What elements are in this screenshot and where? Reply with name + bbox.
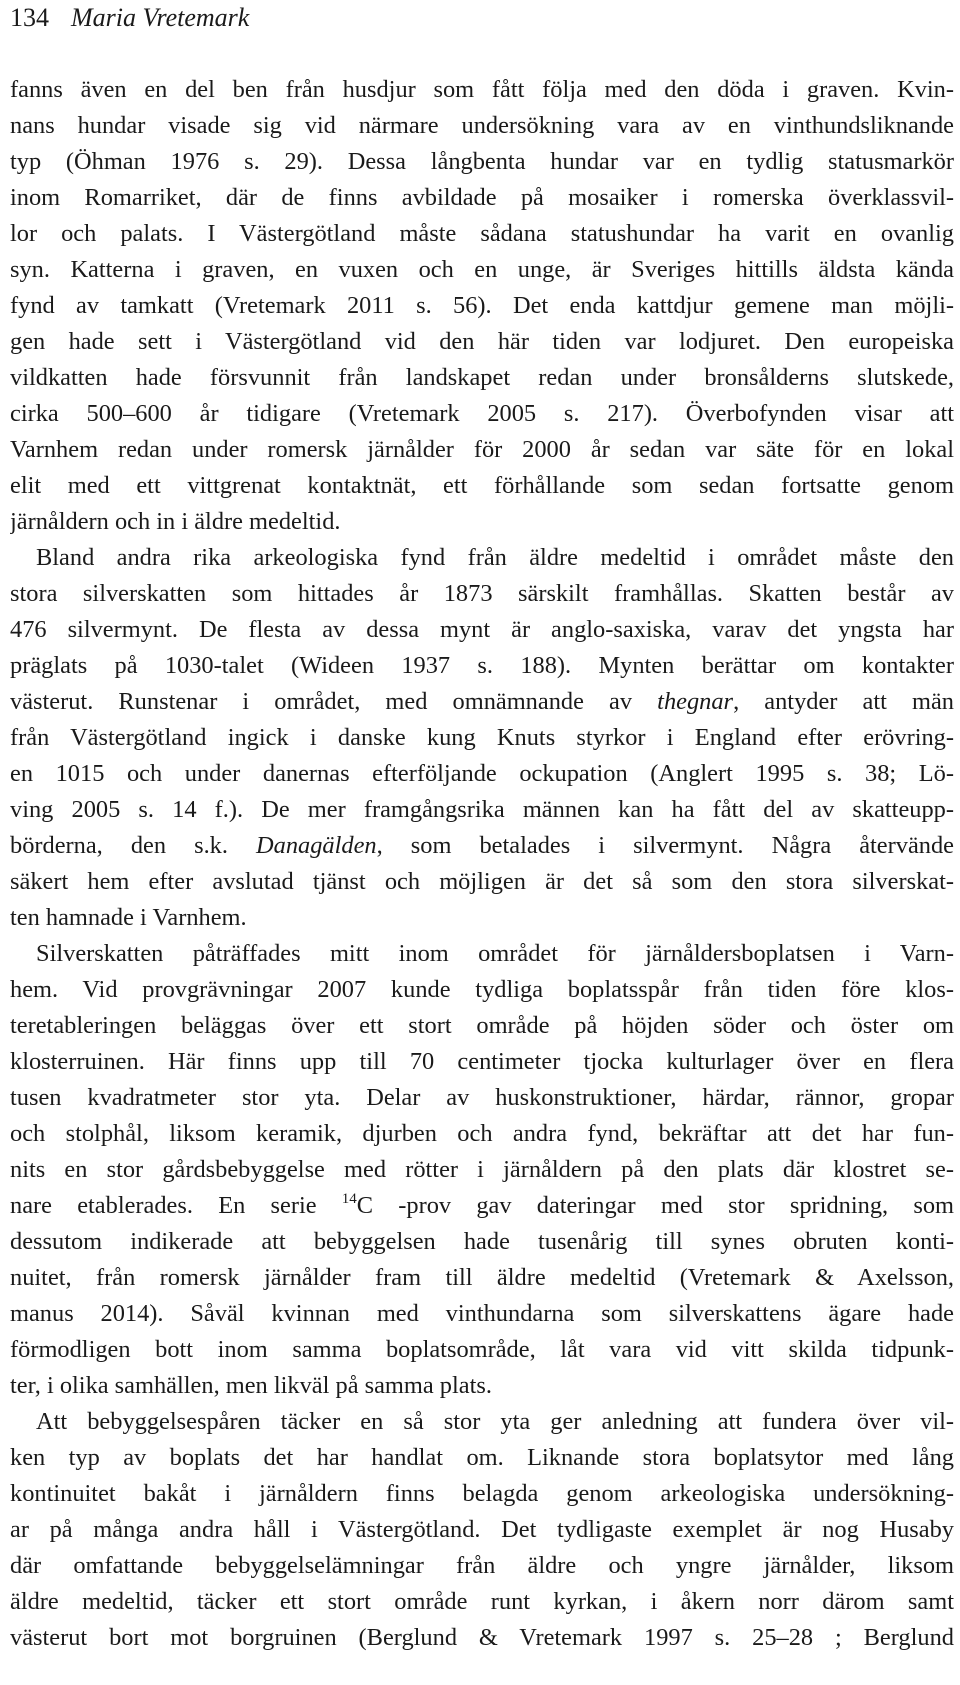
text-segment: nare etablerades. En serie [10, 1192, 342, 1219]
page-number: 134 [10, 3, 49, 32]
text-line: syn. Katterna i graven, en vuxen och en unge, är Sveriges hittills äldsta kända [10, 256, 954, 283]
text-line: klosterruinen. Här finns upp till 70 centimeter tjocka kulturlager över en flera [10, 1048, 954, 1075]
text-line: Bland andra rika arkeologiska fynd från äldre medeltid i området måste den [36, 544, 954, 571]
text-line: äldre medeltid, täcker ett stort område runt kyrkan, i åkern norr därom samt [10, 1588, 954, 1615]
text-line: vildkatten hade försvunnit från landskapet redan under bronsålderns slutskede, [10, 364, 954, 391]
text-line: tusen kvadratmeter stor yta. Delar av huskonstruktioner, härdar, rännor, gropar [10, 1084, 954, 1111]
text-line [10, 828, 954, 864]
text-line: nuitet, från romersk järnålder fram till äldre medeltid (Vretemark & Axelsson, [10, 1264, 954, 1291]
text-line [10, 684, 954, 720]
text-line: Varnhem redan under romersk järnålder för 2000 år sedan var säte för en lokal [10, 436, 954, 463]
text-line: cirka 500–600 år tidigare (Vretemark 2005 s. 217). Överbofynden visar att [10, 400, 954, 427]
text-line: säkert hem efter avslutad tjänst och möjligen är det så som den stora silverskat- [10, 868, 954, 895]
text-line: inom Romarriket, där de finns avbildade på mosaiker i romerska överklassvil- [10, 184, 954, 211]
text-segment: västerut. Runstenar i området, med omnämnande av [10, 688, 658, 715]
text-line: ken typ av boplats det har handlat om. Liknande stora boplatsytor med lång [10, 1444, 954, 1471]
text-line: kontinuitet bakåt i järnåldern finns belagda genom arkeologiska undersökning- [10, 1480, 954, 1507]
text-line: ten hamnade i Varnhem. [10, 904, 247, 931]
text-line: teretableringen beläggas över ett stort område på höjden söder och öster om [10, 1012, 954, 1039]
italic-term: Danagälden [256, 832, 377, 859]
text-line: hem. Vid provgrävningar 2007 kunde tydliga boplatsspår från tiden före klos- [10, 976, 954, 1003]
text-line: typ (Öhman 1976 s. 29). Dessa långbenta hundar var en tydlig statusmarkör [10, 148, 954, 175]
text-line: fynd av tamkatt (Vretemark 2011 s. 56). Det enda kattdjur gemene man möjli- [10, 292, 954, 319]
text-line: Att bebyggelsespåren täcker en så stor yta ger anledning att fundera över vil- [36, 1408, 954, 1435]
text-line: nits en stor gårdsbebyggelse med rötter i järnåldern på den plats där klostret se- [10, 1156, 954, 1183]
text-line: en 1015 och under danernas efterföljande ockupation (Anglert 1995 s. 38; Lö- [10, 760, 954, 787]
text-line: lor och palats. I Västergötland måste sådana statushundar ha varit en ovanlig [10, 220, 954, 247]
text-line: ar på många andra håll i Västergötland. Det tydligaste exemplet är nog Husaby [10, 1516, 954, 1543]
text-line: Silverskatten påträffades mitt inom området för järnåldersboplatsen i Varn- [36, 940, 954, 967]
text-line: elit med ett vittgrenat kontaktnät, ett förhållande som sedan fortsatte genom [10, 472, 954, 499]
text-line: fanns även en del ben från husdjur som fått följa med den döda i graven. Kvin- [10, 76, 954, 103]
body-text [10, 72, 954, 1656]
text-line: manus 2014). Såväl kvinnan med vinthundarna som silverskattens ägare hade [10, 1300, 954, 1327]
text-segment: börderna, den s.k. [10, 832, 257, 859]
text-segment: , antyder att män [733, 688, 954, 715]
running-header [10, 0, 249, 36]
text-line: stora silverskatten som hittades år 1873 särskilt framhållas. Skatten består av [10, 580, 954, 607]
text-line: västerut bort mot borgruinen (Berglund & Vretemark 1997 s. 25–28 ; Berglund [10, 1624, 954, 1651]
text-line: och stolphål, liksom keramik, djurben och andra fynd, bekräftar att det har fun- [10, 1120, 954, 1147]
text-line: ter, i olika samhällen, men likväl på samma plats. [10, 1372, 492, 1399]
text-segment: , som betalades i silvermynt. Några återvände [376, 832, 954, 859]
text-line [10, 1188, 954, 1224]
text-line: dessutom indikerade att bebyggelsen hade tusenårig till synes obruten konti- [10, 1228, 954, 1255]
text-line: järnåldern och in i äldre medeltid. [10, 508, 341, 535]
italic-term: thegnar [657, 688, 734, 715]
text-line: nans hundar visade sig vid närmare undersökning vara av en vinthundsliknande [10, 112, 954, 139]
text-line: från Västergötland ingick i danske kung Knuts styrkor i England efter erövring- [10, 724, 954, 751]
running-head-author: Maria Vretemark [71, 3, 250, 32]
text-line: 476 silvermynt. De flesta av dessa mynt är anglo-saxiska, varav det yngsta har [10, 616, 954, 643]
text-line: förmodligen bott inom samma boplatsområde, låt vara vid vitt skilda tidpunk- [10, 1336, 954, 1363]
text-line: där omfattande bebyggelselämningar från äldre och yngre järnålder, liksom [10, 1552, 954, 1579]
text-segment: C -prov gav dateringar med stor spridning, som [356, 1192, 954, 1219]
text-line: präglats på 1030-talet (Wideen 1937 s. 188). Mynten berättar om kontakter [10, 652, 954, 679]
isotope-superscript: 14 [341, 1191, 357, 1207]
text-line: gen hade sett i Västergötland vid den här tiden var lodjuret. Den europeiska [10, 328, 954, 355]
text-line: ving 2005 s. 14 f.). De mer framgångsrika männen kan ha fått del av skatteupp- [10, 796, 954, 823]
